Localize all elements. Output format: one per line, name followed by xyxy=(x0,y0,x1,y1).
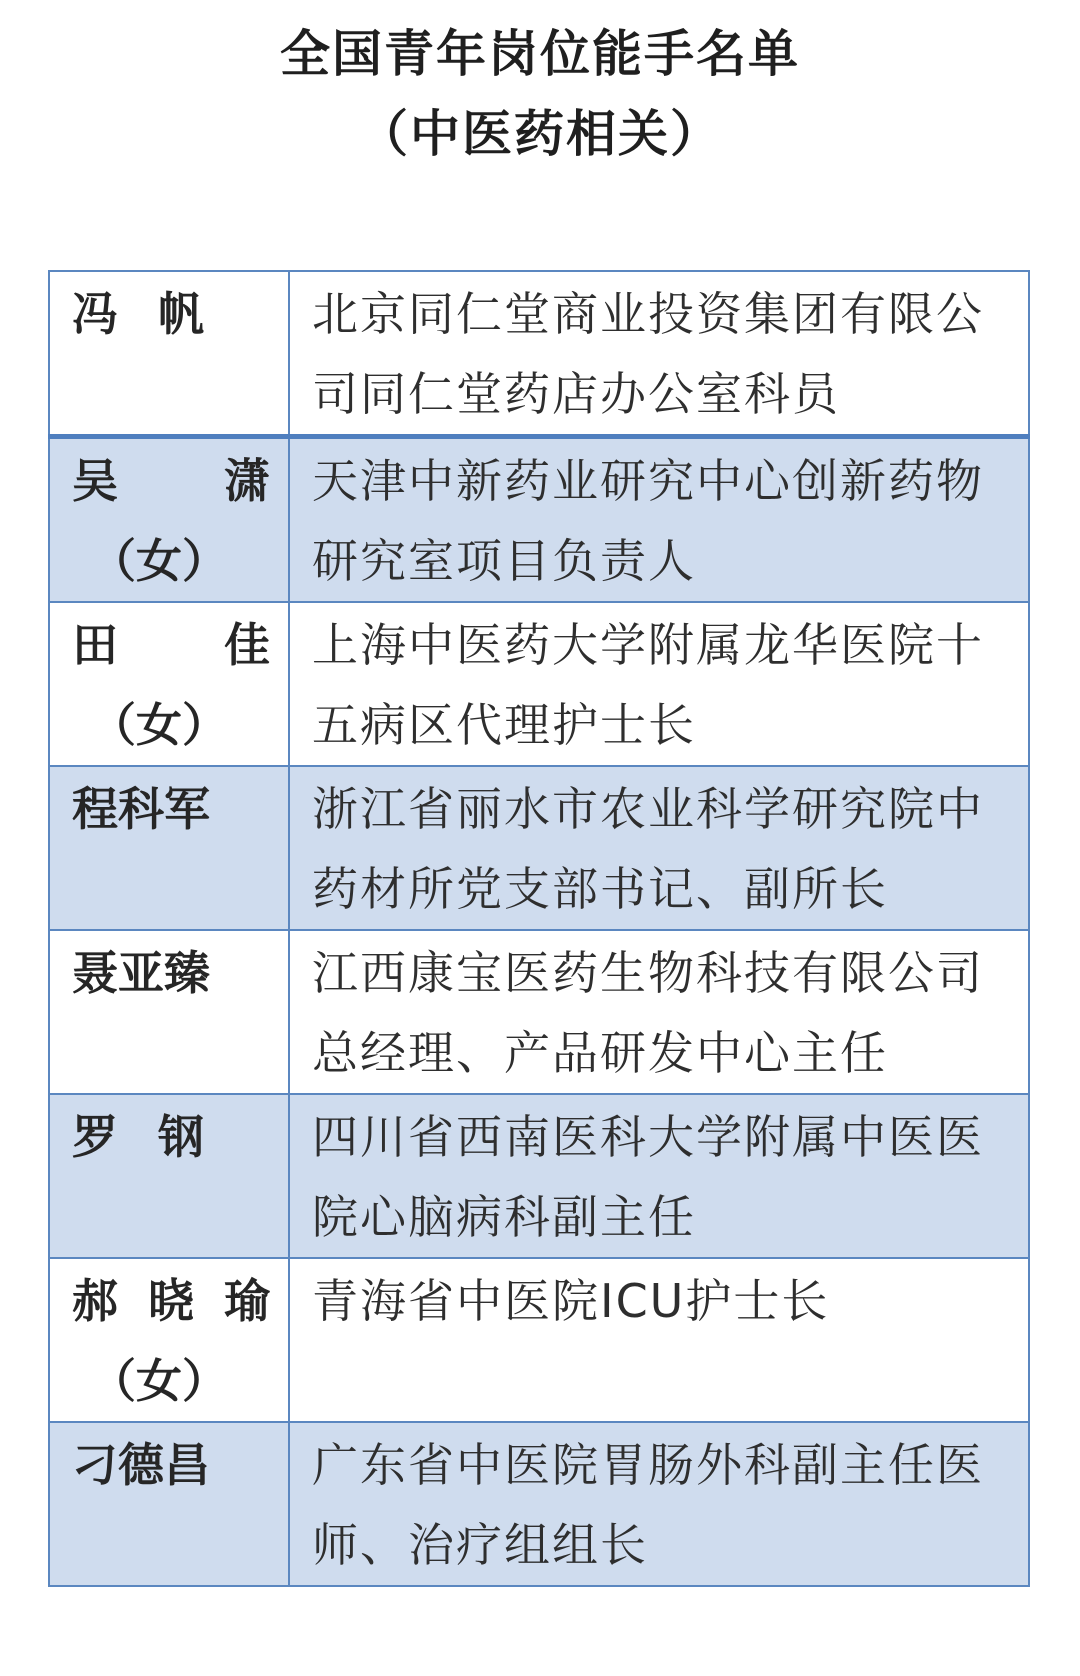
table-row xyxy=(49,1422,1029,1586)
table-row xyxy=(49,766,1029,930)
name-char: 郝 xyxy=(72,1274,118,1328)
gender-note: （女） xyxy=(90,534,228,588)
position-cell xyxy=(289,602,1029,766)
position-text: 江西康宝医药生物科技有限公司总经理、产品研发中心主任 xyxy=(312,946,984,1080)
person-name: 程科军 xyxy=(72,782,210,836)
position-text: 上海中医药大学附属龙华医院十五病区代理护士长 xyxy=(312,618,984,752)
position-cell xyxy=(289,1094,1029,1258)
position-text: 浙江省丽水市农业科学研究院中药材所党支部书记、副所长 xyxy=(312,782,984,916)
name-cell xyxy=(49,930,289,1094)
name-char: 钢 xyxy=(158,1110,204,1164)
table-row xyxy=(49,1094,1029,1258)
name-cell xyxy=(49,437,289,603)
name-char: 帆 xyxy=(158,287,204,341)
position-text: 北京同仁堂商业投资集团有限公司同仁堂药店办公室科员 xyxy=(312,287,984,421)
name-cell xyxy=(49,766,289,930)
table-row xyxy=(49,930,1029,1094)
name-char: 潇 xyxy=(224,454,270,508)
roster-table xyxy=(48,270,1030,1587)
gender-note: （女） xyxy=(90,1354,228,1408)
position-cell xyxy=(289,1258,1029,1422)
position-cell xyxy=(289,766,1029,930)
position-cell xyxy=(289,1422,1029,1586)
person-name: 聂亚臻 xyxy=(72,946,210,1000)
table-row xyxy=(49,271,1029,437)
position-cell xyxy=(289,271,1029,437)
position-text: 青海省中医院ICU护士长 xyxy=(312,1274,830,1328)
table-row xyxy=(49,437,1029,603)
position-cell xyxy=(289,930,1029,1094)
name-char: 吴 xyxy=(72,454,118,508)
name-cell xyxy=(49,1094,289,1258)
position-text: 天津中新药业研究中心创新药物研究室项目负责人 xyxy=(312,454,984,588)
table-row xyxy=(49,602,1029,766)
name-cell xyxy=(49,271,289,437)
name-char: 冯 xyxy=(72,287,118,341)
name-char: 佳 xyxy=(224,618,270,672)
name-char: 瑜 xyxy=(224,1274,270,1328)
title-block xyxy=(0,14,1080,174)
gender-note: （女） xyxy=(90,698,228,752)
table-row xyxy=(49,1258,1029,1422)
page-title: 全国青年岗位能手名单 xyxy=(280,25,800,83)
name-char: 罗 xyxy=(72,1110,118,1164)
person-name: 刁德昌 xyxy=(72,1438,210,1492)
name-char: 田 xyxy=(72,618,118,672)
name-char: 晓 xyxy=(148,1274,194,1328)
position-cell xyxy=(289,437,1029,603)
position-text: 广东省中医院胃肠外科副主任医师、治疗组组长 xyxy=(312,1438,984,1572)
name-cell xyxy=(49,602,289,766)
name-cell xyxy=(49,1258,289,1422)
name-cell xyxy=(49,1422,289,1586)
page-subtitle: （中医药相关） xyxy=(358,105,722,163)
position-text: 四川省西南医科大学附属中医医院心脑病科副主任 xyxy=(312,1110,984,1244)
